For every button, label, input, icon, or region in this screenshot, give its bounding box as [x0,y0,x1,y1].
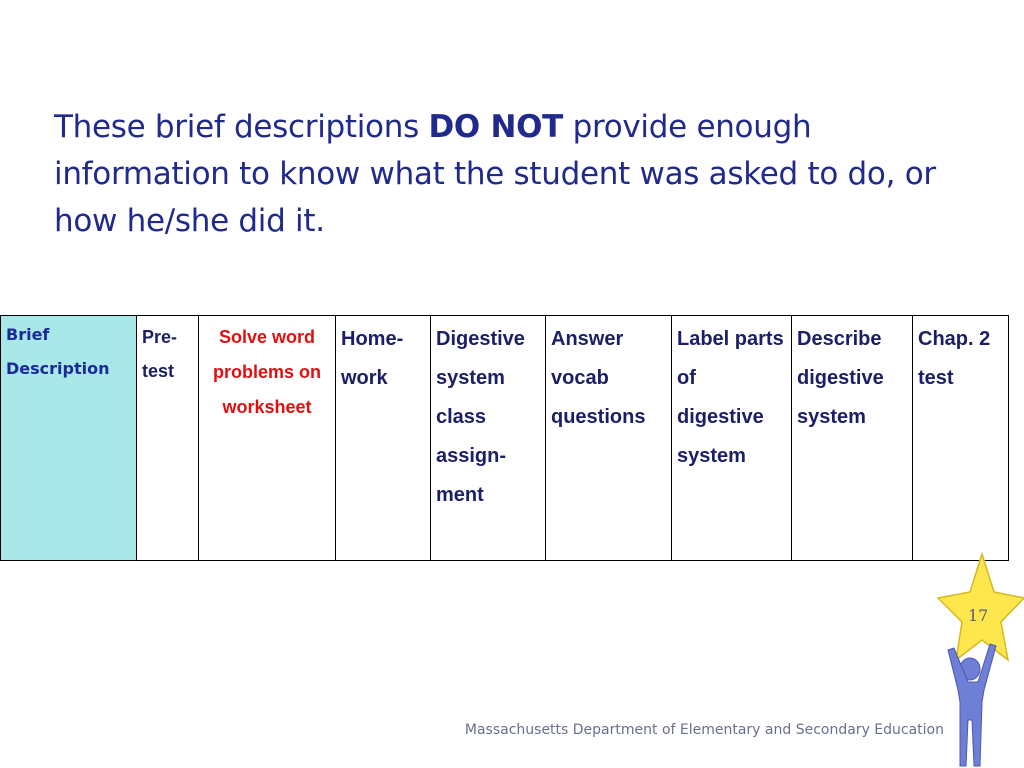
footer-text: Massachusetts Department of Elementary and Secondary Education [464,722,944,738]
heading-text-1: These brief descriptions [54,109,429,145]
heading-emphasis: DO NOT [428,109,564,145]
heading-text-2: provide enough information to know what the student was asked to do, or how he/she did it. [54,109,936,239]
brief-description-table [0,315,1009,561]
table-cell-brief-description: Brief Description [1,316,137,561]
table-cell-solve-word-problems: Solve word problems on worksheet [199,316,336,561]
table-cell-digestive-assignment: Digestive system class assign-ment [431,316,546,561]
slide-heading [54,104,974,245]
table-cell-homework: Home-work [336,316,431,561]
table-cell-chap-test: Chap. 2 test [913,316,1009,561]
star-figure-logo [918,552,1024,768]
person-figure-icon [948,644,996,766]
table-row [1,316,1009,561]
page-number: 17 [968,606,989,625]
table-cell-describe-digestive: Describe digestive system [792,316,913,561]
table-cell-answer-vocab: Answer vocab questions [546,316,672,561]
table-cell-pre-test: Pre-test [137,316,199,561]
table-cell-label-parts: Label parts of digestive system [672,316,792,561]
